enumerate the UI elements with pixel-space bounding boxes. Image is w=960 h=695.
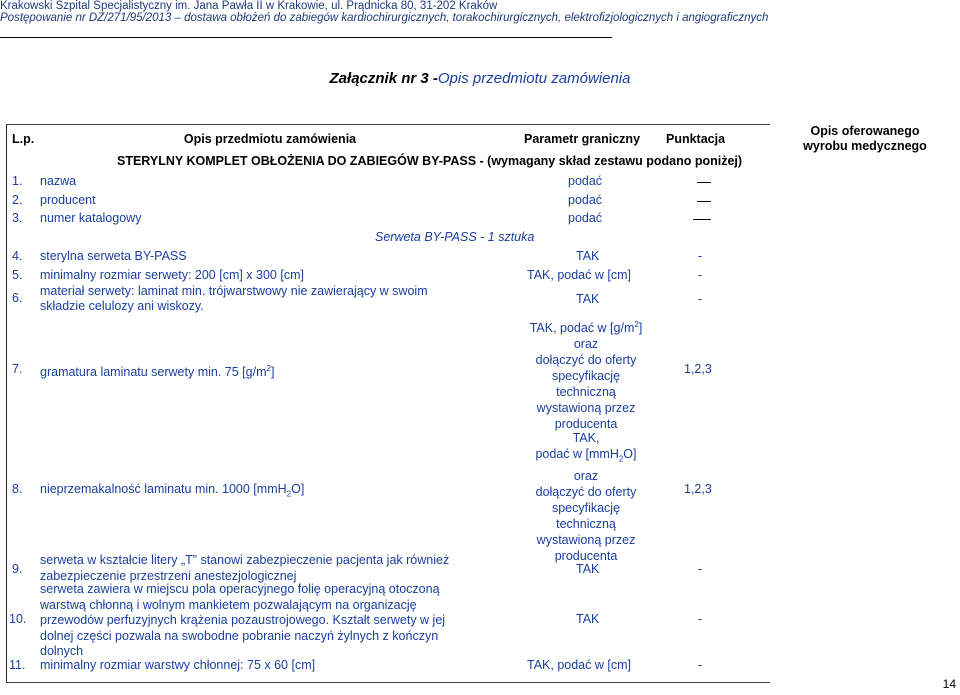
row-7-param-line3: dołączyć do oferty [535,353,637,368]
header-lp: L.p. [12,132,35,146]
row-8-param-line2-sub: 2 [618,454,624,464]
row-8-param-line2-b: O] [623,447,637,461]
header-oferowany-line2: wyrobu medycznego [803,139,927,153]
row-7-param-line1-a: TAK, podać w [g/m [529,321,635,336]
page-number: 14 [942,677,956,691]
row-9-opis-line2: zabezpieczenie przestrzeni anestezjologicznej [40,569,297,583]
row-10-opis-line5: dolnych [40,644,84,658]
row-3-param: podać [568,211,603,225]
header-param: Parametr graniczny [524,132,641,146]
row-7-opis-a: gramatura laminatu serwety min. 75 [g/m [40,365,267,380]
row-7-param-line5: techniczną [556,385,616,400]
row-1-param: podać [568,174,603,188]
row-8-opis-a: nieprzemakalność laminatu min. 1000 [mmH [40,482,287,496]
row-7-opis [40,361,274,380]
header-opis: Opis przedmiotu zamówienia [183,132,357,146]
row-8-param-line4: dołączyć do oferty [535,484,637,499]
row-6-lp: 6. [12,291,23,305]
header-punktacja: Punktacja [666,132,726,146]
row-8-opis [40,481,304,503]
row-8-param-line1: TAK, [572,431,600,445]
table-top-border [6,124,770,125]
row-8-param-line6: techniczną [556,516,616,531]
row-7-opis-b: ] [270,365,275,380]
row-3-lp: 3. [12,211,23,225]
page-title [0,70,960,87]
row-8-param-line3: oraz [573,468,599,483]
row-6-punktacja: - [698,292,703,306]
row-2-dash [697,201,711,202]
row-4-lp: 4. [12,249,23,263]
row-7-punktacja: 1,2,3 [684,362,712,376]
title-bold: Załącznik nr 3 - [329,70,438,87]
row-7-lp: 7. [12,362,23,376]
row-7-param-line1-b: ] [638,321,643,336]
row-9-opis-line1: serweta w kształcie litery „T” stanowi zabezpieczenie pacjenta jak również [40,553,450,567]
row-8-param-line2 [506,446,666,468]
row-11-opis: minimalny rozmiar warstwy chłonnej: 75 x 60 [cm] [40,658,316,672]
row-6-param: TAK [576,292,600,306]
row-11-param: TAK, podać w [cm] [527,658,631,672]
procedure-header: Postępowanie nr DZ/271/95/2013 – dostawa obłożeń do zabiegów kardiochirurgicznych, torakochirurgicznych, elektrofizjologicznych i angiograficznych [0,12,769,24]
row-6-opis-line2: składzie celulozy ani wiskozy. [40,299,204,313]
row-7-param-line2: oraz [573,337,599,352]
row-1-dash [697,182,711,183]
row-2-lp: 2. [12,193,23,207]
row-8-param [506,430,666,564]
row-7-param-line6: wystawioną przez [536,401,636,416]
row-7-param [506,317,666,432]
row-2-param: podać [568,193,603,207]
row-8-param-line7: wystawioną przez [536,532,636,547]
row-1-lp: 1. [12,174,23,188]
subsection-title: Serweta BY-PASS - 1 sztuka [375,230,535,244]
row-8-opis-sub: 2 [286,489,292,499]
row-10-punktacja: - [698,612,703,626]
row-10-opis-line1: serweta zawiera w miejscu pola operacyjnego folię operacyjną otoczoną [40,582,440,596]
row-6-opis [40,284,428,314]
row-8-param-line2-a: podać w [mmH [535,447,619,461]
header-oferowany [770,124,960,154]
row-1-opis: nazwa [40,174,77,188]
row-8-lp: 8. [12,482,23,496]
header-oferowany-line1: Opis oferowanego [810,124,920,138]
section-title: STERYLNY KOMPLET OBŁOŻENIA DO ZABIEGÓW BY-PASS - (wymagany skład zestawu podano poniżej) [117,154,743,168]
row-5-param: TAK, podać w [cm] [527,268,631,282]
row-10-opis [40,582,445,660]
table-bottom-border [6,682,770,683]
row-3-opis: numer katalogowy [40,211,142,225]
row-5-punktacja: - [698,268,703,282]
row-7-param-line4: specyfikację [551,369,621,384]
row-8-param-line5: specyfikację [551,500,621,515]
row-9-param: TAK [576,562,600,576]
row-4-param: TAK [576,249,600,263]
row-4-punktacja: - [698,249,703,263]
row-11-punktacja: - [698,658,703,672]
row-9-opis [40,552,449,584]
row-8-param-line8: producenta [554,548,618,563]
row-7-param-line1-sup: 2 [634,320,639,329]
row-10-opis-line2: warstwą chłonną i wolnym mankietem pozwalającym na organizację [40,597,417,612]
row-5-lp: 5. [12,268,23,282]
row-7-param-line7: producenta [554,417,618,432]
row-2-opis: producent [40,193,96,207]
row-4-opis: sterylna serweta BY-PASS [40,249,187,263]
row-7-param-line1 [506,317,666,336]
row-6-opis-line1: materiał serwety: laminat min. trójwarstwowy nie zawierający w swoim [40,284,428,298]
row-7-opis-sup: 2 [266,364,271,373]
hospital-header: Krakowski Szpital Specjalistyczny im. Jana Pawła II w Krakowie, ul. Prądnicka 80, 31-202 Kraków [0,0,498,12]
title-rest: Opis przedmiotu zamówienia [437,70,631,87]
row-10-lp: 10. [9,612,27,626]
row-10-opis-line3: przewodów perfuzyjnych krążenia pozaustrojowego. Kształt serwety w jej [40,613,446,627]
row-5-opis: minimalny rozmiar serwety: 200 [cm] x 300 [cm] [40,268,304,282]
row-3-dash [693,219,711,220]
row-10-param: TAK [576,612,600,626]
row-9-lp: 9. [12,562,23,576]
row-10-opis-line4: dolnej części pozwala na swobodne pobranie naczyń żylnych z kończyn [40,628,439,643]
table-left-border [6,124,7,682]
row-11-lp: 11. [9,658,26,672]
header-divider [0,37,612,38]
row-8-opis-b: O] [291,482,305,496]
row-9-punktacja: - [698,562,703,576]
row-8-punktacja: 1,2,3 [684,482,712,496]
